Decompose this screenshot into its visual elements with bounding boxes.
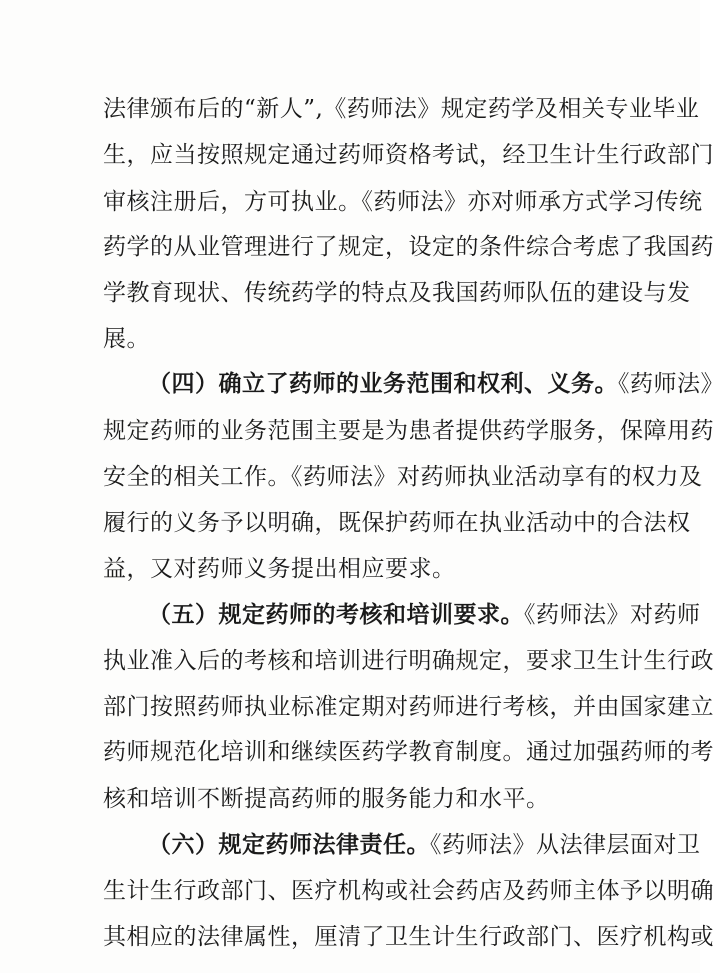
- body-line: 核和培训不断提高药师的服务能力和水平。: [103, 786, 550, 812]
- body-line: 益，又对药师义务提出相应要求。: [103, 556, 456, 582]
- section-heading-line: [148, 600, 701, 630]
- body-text: 《药师法》: [618, 371, 724, 397]
- section-heading: （五）规定药师的考核和培训要求。: [148, 601, 524, 628]
- body-line: 展。: [103, 326, 150, 352]
- body-line: 其相应的法律属性，厘清了卫生计生行政部门、医疗机构或: [103, 924, 714, 950]
- section-heading-line: [148, 369, 724, 399]
- body-line: 药学的从业管理进行了规定，设定的条件综合考虑了我国药: [103, 234, 714, 260]
- section-heading: （四）确立了药师的业务范围和权利、义务。: [148, 370, 618, 397]
- body-line: 法律颁布后的“新人”,《药师法》规定药学及相关专业毕业: [103, 96, 700, 122]
- body-line: 学教育现状、传统药学的特点及我国药师队伍的建设与发: [103, 280, 691, 306]
- body-text: 《药师法》从法律层面对卫: [430, 832, 701, 858]
- body-line: 药师规范化培训和继续医药学教育制度。通过加强药师的考: [103, 739, 714, 765]
- body-line: 部门按照药师执业标准定期对药师进行考核，并由国家建立: [103, 694, 714, 720]
- section-heading: （六）规定药师法律责任。: [148, 831, 430, 858]
- body-line: 安全的相关工作。《药师法》对药师执业活动享有的权力及: [103, 464, 703, 490]
- body-line: 生计生行政部门、医疗机构或社会药店及药师主体予以明确: [103, 878, 714, 904]
- body-line: 审核注册后，方可执业。《药师法》亦对师承方式学习传统: [103, 189, 703, 215]
- body-line: 规定药师的业务范围主要是为患者提供药学服务，保障用药: [103, 418, 714, 444]
- section-heading-line: [148, 830, 701, 860]
- body-line: 生，应当按照规定通过药师资格考试，经卫生计生行政部门: [103, 142, 714, 168]
- body-line: 执业准入后的考核和培训进行明确规定，要求卫生计生行政: [103, 648, 714, 674]
- body-line: 履行的义务予以明确，既保护药师在执业活动中的合法权: [103, 510, 691, 536]
- body-text: 《药师法》对药师: [524, 602, 701, 628]
